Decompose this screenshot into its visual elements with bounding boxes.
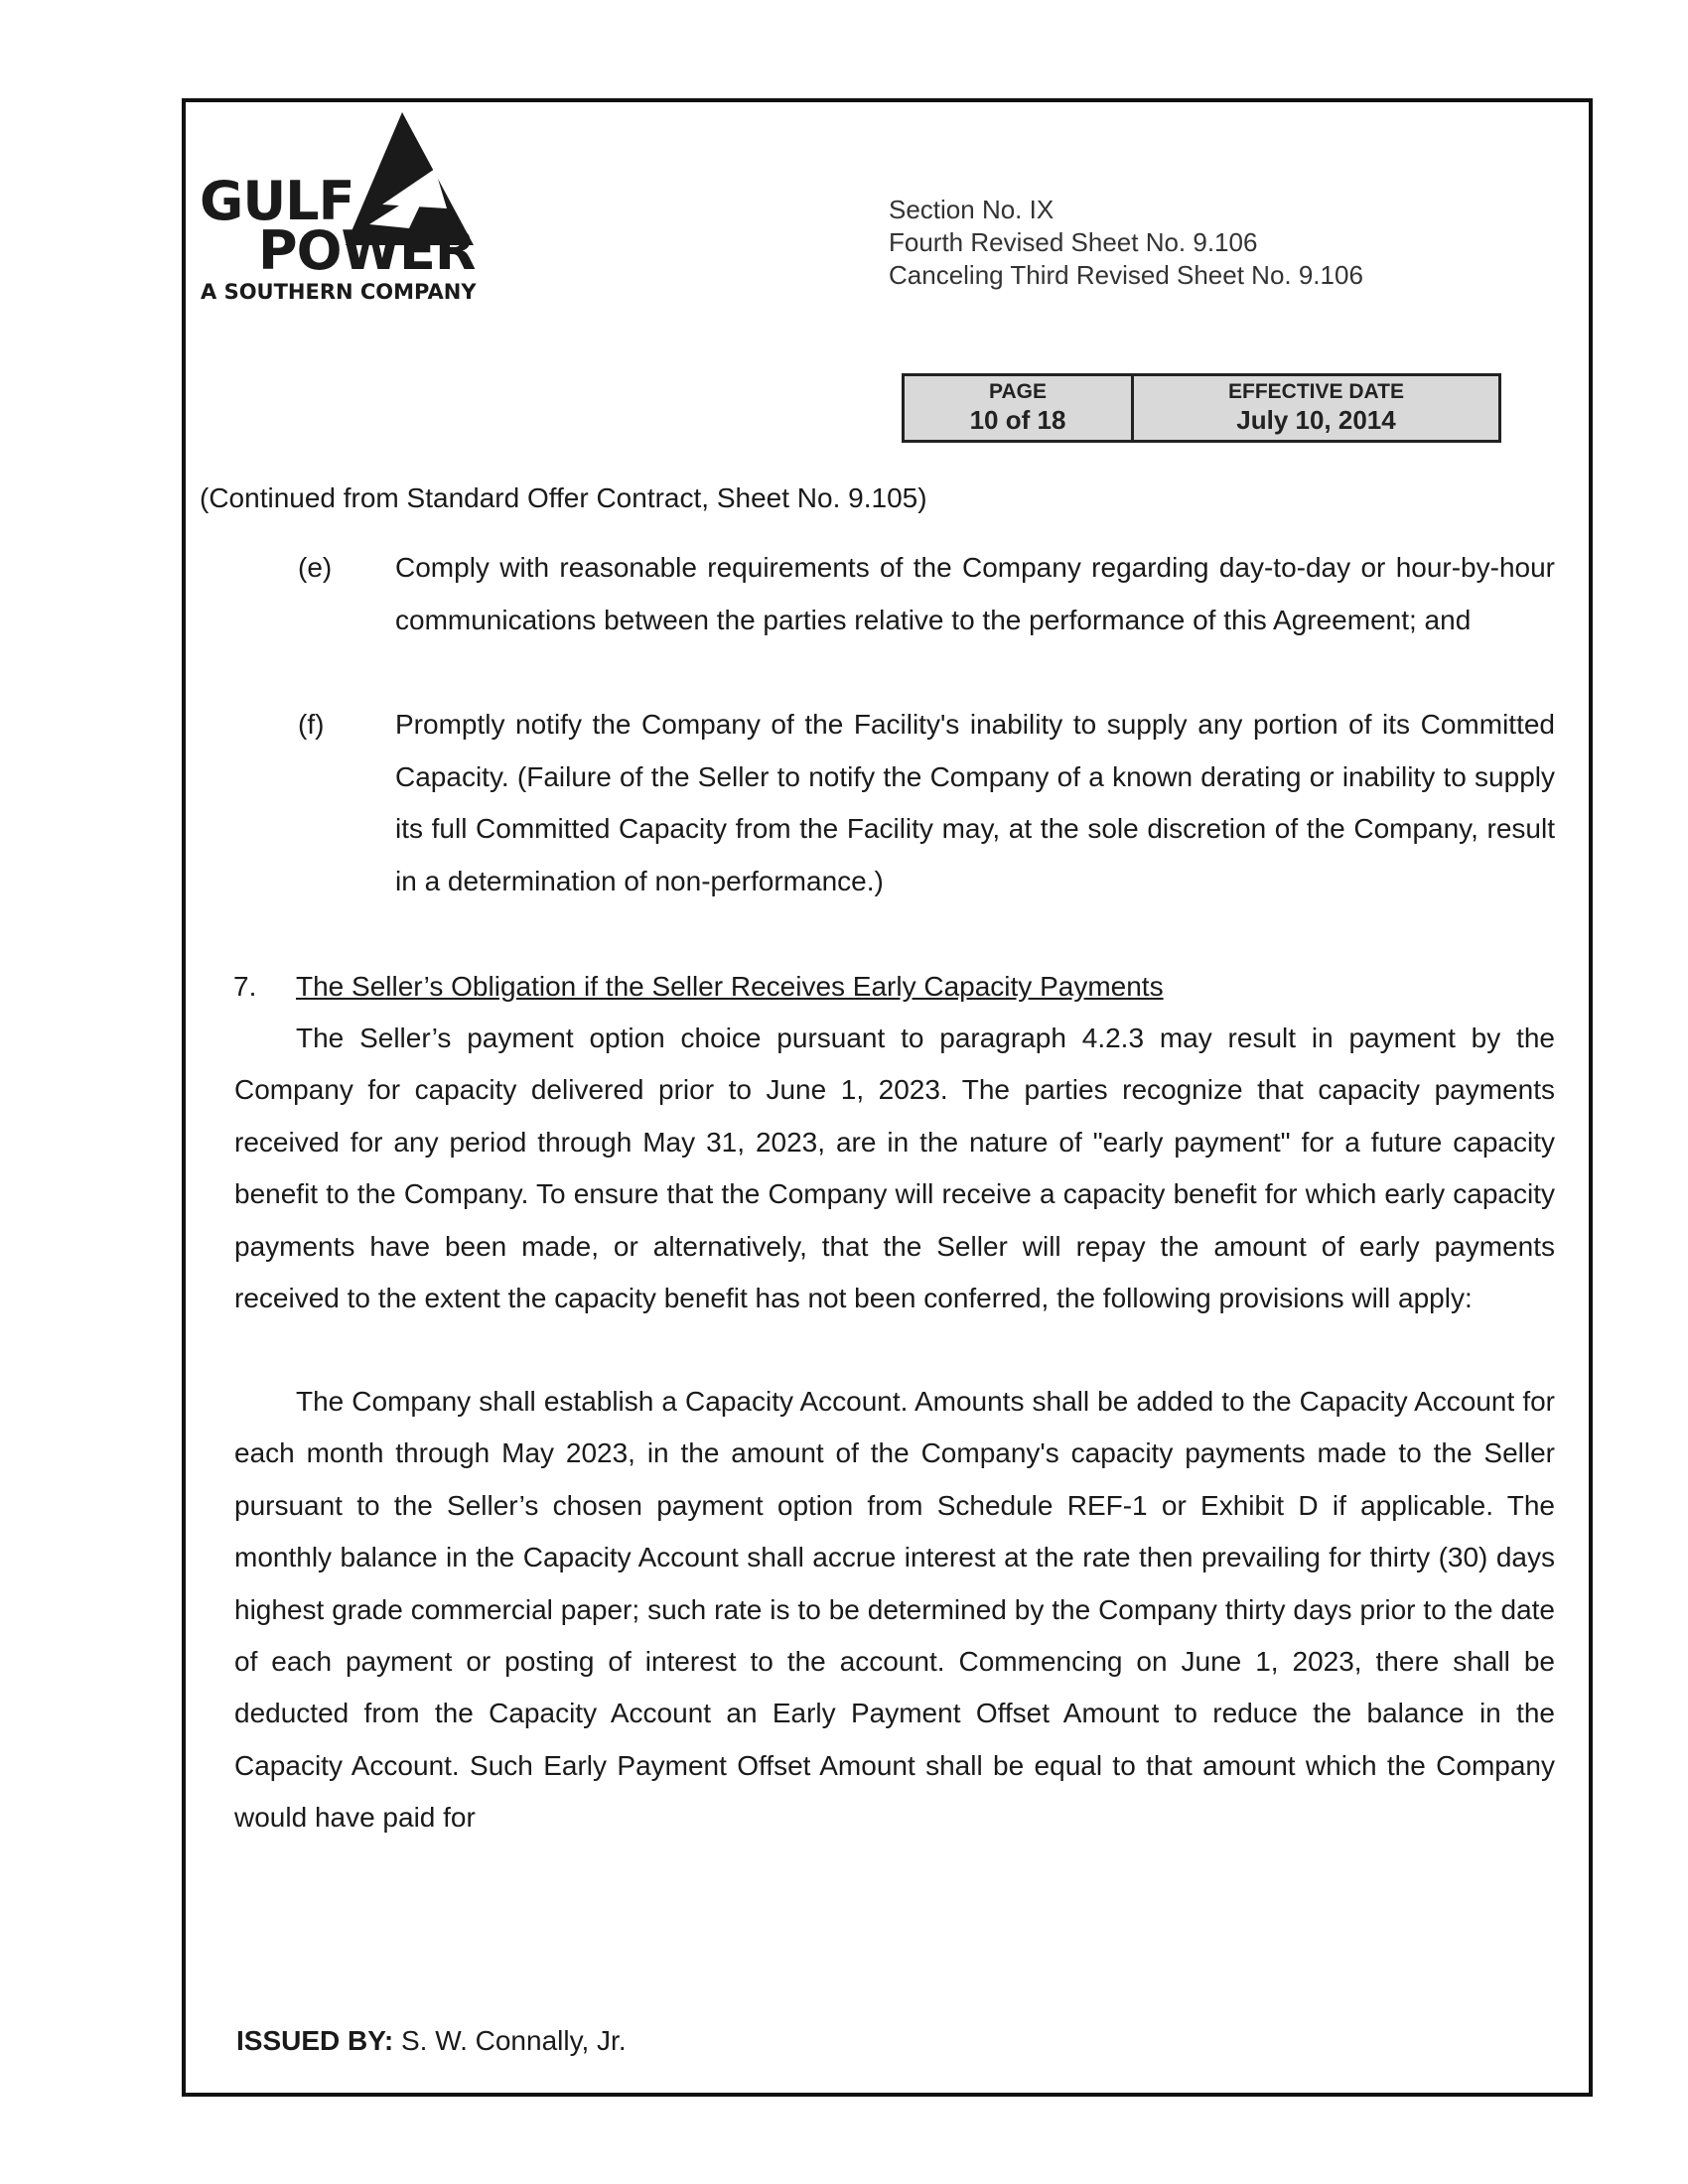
item-label-e: (e) — [298, 552, 333, 583]
section-number: Section No. IX — [889, 195, 1055, 224]
section-7-paragraph-1: The Seller’s payment option choice pursuant to paragraph 4.2.3 may result in payment by the Company for capacity delivered prior to June 1, 2023. The parties recognize that capacity payments received for any period through May 31, 2023, are in the nature of "early payment" for a future capacity benefit to the Company. To ensure that the Company will receive a capacity benefit for which early capacity payments have been made, or alternatively, that the Seller will repay the amount of early payments received to the extent the capacity benefit has not been conferred, the following provisions will apply: — [234, 1023, 1555, 1314]
page-label: PAGE — [989, 380, 1047, 403]
canceling-sheet: Canceling Third Revised Sheet No. 9.106 — [889, 260, 1363, 290]
continued-note: (Continued from Standard Offer Contract, Sheet No. 9.105) — [200, 482, 927, 513]
effective-date-cell — [1134, 376, 1498, 440]
issued-by-name: S. W. Connally, Jr. — [400, 2025, 627, 2056]
section-7-number: 7. — [233, 971, 257, 1002]
item-text-e: Comply with reasonable requirements of the Company regarding day-to-day or hour-by-hour communications between the parties relative to the performance of this Agreement; and — [395, 552, 1555, 635]
logo-gulf-text: GULF — [200, 170, 354, 232]
section-7-paragraph-2: The Company shall establish a Capacity Account. Amounts shall be added to the Capacity Account for each month through May 2023, in the amount of the Company's capacity payments made to the Seller pursuant to the Seller’s chosen payment option from Schedule REF-1 or Exhibit D if applicable. The monthly balance in the Capacity Account shall accrue interest at the rate then prevailing for thirty (30) days highest grade commercial paper; such rate is to be determined by the Company thirty days prior to the date of each payment or posting of interest to the account. Commencing on June 1, 2023, there shall be deducted from the Capacity Account an Early Payment Offset Amount to reduce the balance in the Capacity Account. Such Early Payment Offset Amount shall be equal to that amount which the Company would have paid for — [234, 1386, 1555, 1834]
effective-date-label: EFFECTIVE DATE — [1228, 380, 1404, 403]
effective-date-value: July 10, 2014 — [1236, 405, 1396, 435]
page-value: 10 of 18 — [969, 405, 1066, 435]
logo-power-text: POWER — [258, 219, 476, 282]
item-text-f: Promptly notify the Company of the Facility's inability to supply any portion of its Committed Capacity. (Failure of the Seller to notify the Company of a known derating or inability to supply its full Committed Capacity from the Facility may, at the sole discretion of the Company, result in a determination of non-performance.) — [395, 709, 1555, 896]
page-cell — [905, 376, 1134, 440]
item-label-f: (f) — [298, 709, 325, 740]
issued-by-label: ISSUED BY: — [236, 2025, 394, 2056]
page-date-box — [902, 373, 1501, 443]
sheet-info — [889, 194, 1363, 292]
section-7-heading: The Seller’s Obligation if the Seller Receives Early Capacity Payments — [296, 971, 1164, 1002]
company-logo — [199, 109, 516, 318]
issued-by — [236, 2025, 627, 2057]
sheet-number: Fourth Revised Sheet No. 9.106 — [889, 227, 1258, 257]
logo-tagline: A SOUTHERN COMPANY — [201, 280, 477, 304]
